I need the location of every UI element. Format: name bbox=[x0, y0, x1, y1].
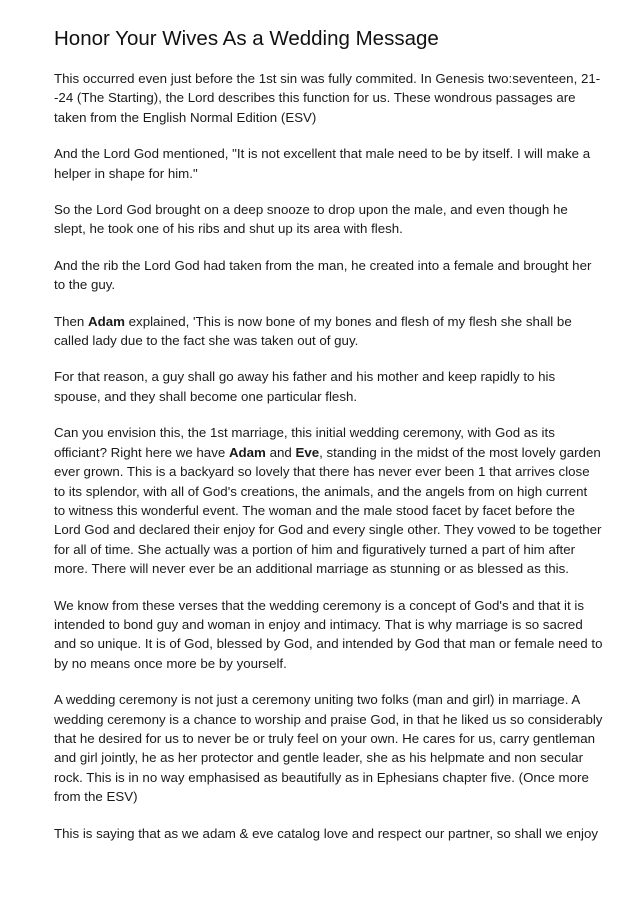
paragraph bbox=[54, 690, 603, 806]
text-span: from the ESV) bbox=[54, 789, 138, 805]
text-line bbox=[54, 729, 594, 748]
text-span: called lady due to the fact she was taken out of guy. bbox=[54, 333, 359, 349]
text-line bbox=[54, 69, 601, 88]
paragraph bbox=[54, 200, 594, 239]
paragraph bbox=[54, 69, 601, 127]
text-line bbox=[54, 690, 594, 709]
text-line bbox=[54, 748, 594, 767]
text-line bbox=[54, 540, 594, 559]
text-line bbox=[54, 520, 602, 539]
text-line bbox=[54, 482, 594, 501]
text-span: Lord God and declared their enjoy for God and every single other. They vowed to be together bbox=[54, 522, 602, 538]
text-span: and so unique. It is of God, blessed by God, and intended by God that man or female need to bbox=[54, 636, 603, 652]
text-line bbox=[54, 367, 594, 386]
text-span: And the Lord God mentioned, "It is not excellent that male need to be by itself. I will make a bbox=[54, 146, 591, 162]
text-span: spouse, and they shall become one particular flesh. bbox=[54, 388, 358, 404]
text-span: intended to bond guy and woman in enjoy and intimacy. That is why marriage is so sacred bbox=[54, 616, 583, 632]
document-page bbox=[54, 26, 603, 843]
text-line bbox=[54, 387, 594, 406]
text-span: to witness this wonderful event. The woman and the male stood facet by facet before the bbox=[54, 502, 575, 518]
paragraph bbox=[54, 312, 594, 351]
text-span: taken from the English Normal Edition (ESV) bbox=[54, 109, 317, 125]
text-span: This occurred even just before the 1st sin was fully commited. In Genesis two:seventeen, 21- bbox=[54, 71, 601, 86]
text-line bbox=[54, 144, 594, 163]
text-line bbox=[54, 275, 594, 294]
text-span: for all of time. She actually was a portion of him and figuratively turned a part of him after bbox=[54, 541, 576, 557]
paragraph bbox=[54, 144, 594, 183]
text-span: Can you envision this, the 1st marriage, this initial wedding ceremony, with God as its bbox=[54, 425, 555, 441]
article-body bbox=[54, 69, 603, 843]
text-span: ever grown. This is a backyard so lovely that there has never ever been 1 that arrives close bbox=[54, 464, 590, 480]
paragraph bbox=[54, 423, 602, 578]
text-span: And the rib the Lord God had taken from the man, he created into a female and brought her bbox=[54, 257, 592, 273]
text-line bbox=[54, 200, 594, 219]
text-span: to its splendor, with all of God's creations, the animals, and the angels from on high current bbox=[54, 483, 588, 499]
text-line bbox=[54, 256, 594, 275]
name-emphasis: Adam bbox=[228, 444, 266, 460]
text-span: rock. This is in no way emphasised as beautifully as in Ephesians chapter five. (Once more bbox=[54, 769, 589, 785]
text-span: For that reason, a guy shall go away his father and his mother and keep rapidly to his bbox=[54, 369, 556, 385]
page-title: Honor Your Wives As a Wedding Message bbox=[54, 27, 439, 50]
text-span: and bbox=[265, 444, 296, 460]
paragraph bbox=[54, 596, 603, 674]
text-span: wedding ceremony is a chance to worship and praise God, in that he liked us so considerably bbox=[54, 711, 603, 727]
text-span: slept, he took one of his ribs and shut up its area with flesh. bbox=[54, 221, 403, 237]
text-span: explained, 'This is now bone of my bones and flesh of my flesh she shall be bbox=[124, 313, 572, 329]
text-line bbox=[54, 787, 594, 806]
text-span: Then bbox=[54, 313, 89, 329]
paragraph bbox=[54, 824, 598, 843]
text-line bbox=[54, 559, 594, 578]
text-line bbox=[54, 596, 594, 615]
text-line bbox=[54, 88, 594, 107]
text-line bbox=[54, 768, 594, 787]
text-span: more. There will never ever be an additional marriage as stunning or as blessed as this. bbox=[54, 561, 569, 577]
text-line bbox=[54, 164, 594, 183]
name-emphasis: Adam bbox=[88, 313, 125, 329]
text-line bbox=[54, 108, 594, 127]
text-line bbox=[54, 710, 603, 729]
text-span: A wedding ceremony is not just a ceremony uniting two folks (man and girl) in marriage. A bbox=[54, 692, 581, 708]
name-emphasis: Eve bbox=[295, 444, 320, 460]
paragraph bbox=[54, 256, 594, 295]
text-span: , standing in the midst of the most lovely garden bbox=[319, 444, 601, 460]
text-line bbox=[54, 219, 594, 238]
text-line bbox=[54, 331, 594, 350]
text-line bbox=[54, 312, 594, 331]
text-span: by no means once more be by yourself. bbox=[54, 655, 287, 671]
text-line bbox=[54, 654, 594, 673]
text-span: We know from these verses that the wedding ceremony is a concept of God's and that it is bbox=[54, 597, 585, 613]
text-span: that he desired for us to never be or truly feel on your own. He cares for us, carry gentleman bbox=[54, 730, 596, 746]
text-line bbox=[54, 501, 594, 520]
text-line bbox=[54, 423, 594, 442]
text-span: So the Lord God brought on a deep snooze to drop upon the male, and even though he bbox=[54, 202, 568, 218]
text-line bbox=[54, 634, 603, 653]
text-span: and girl jointly, he as her protector and gentle leader, she as his helpmate and non secular bbox=[54, 750, 584, 766]
text-line bbox=[54, 615, 594, 634]
text-span: officiant? Right here we have bbox=[54, 444, 229, 460]
paragraph bbox=[54, 367, 594, 406]
text-span: -24 (The Starting), the Lord describes this function for us. These wondrous passages are bbox=[54, 90, 576, 106]
text-span: This is saying that as we adam & eve catalog love and respect our partner, so shall we enjoy bbox=[54, 825, 598, 841]
text-line bbox=[54, 443, 601, 462]
text-span: to the guy. bbox=[54, 277, 116, 293]
text-line bbox=[54, 462, 594, 481]
text-span: helper in shape for him." bbox=[54, 165, 198, 181]
text-line bbox=[54, 824, 598, 843]
